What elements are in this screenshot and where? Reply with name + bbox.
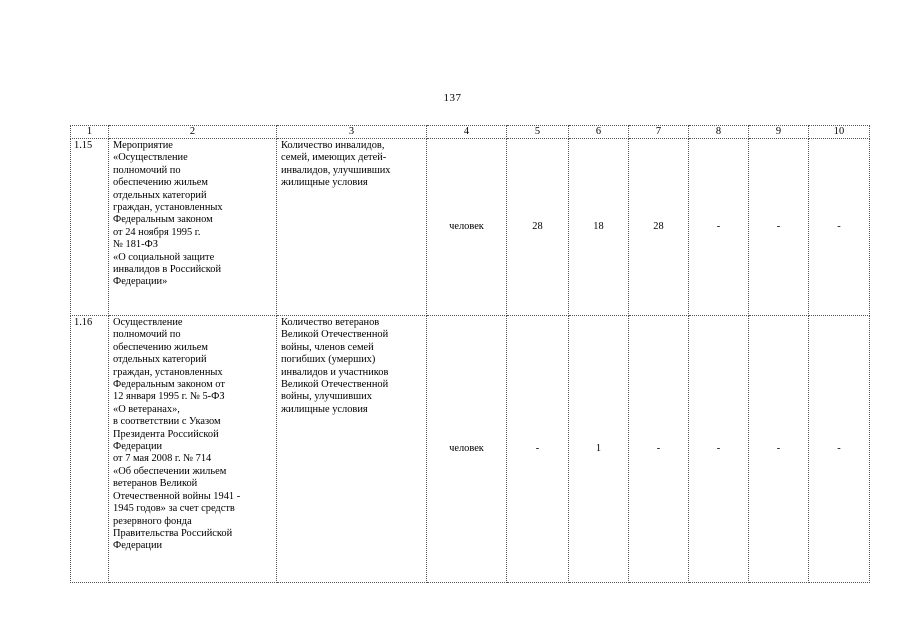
table-row <box>71 316 870 583</box>
event-line: Федеральным законом от <box>113 379 225 391</box>
value-cell: 28 <box>507 139 569 316</box>
indicator-line: жилищные условия <box>281 177 368 189</box>
page-number: 137 <box>443 92 462 104</box>
column-header: 5 <box>507 126 569 139</box>
value-cell: 18 <box>569 139 629 316</box>
value-cell: - <box>749 316 809 583</box>
event-line: Федерации <box>113 441 163 453</box>
unit-cell: человек <box>427 316 507 583</box>
value-cell: - <box>809 316 870 583</box>
indicator-description <box>277 316 427 583</box>
event-line: инвалидов в Российской <box>113 264 222 276</box>
indicator-line: семей, имеющих детей- <box>281 152 387 164</box>
event-line: от 24 ноября 1995 г. <box>113 226 201 238</box>
event-line: «Об обеспечении жильем <box>113 465 227 477</box>
column-header: 6 <box>569 126 629 139</box>
value-cell: - <box>809 139 870 316</box>
event-line: «Осуществление <box>113 152 188 164</box>
value-cell: - <box>749 139 809 316</box>
indicator-line: войны, членов семей <box>281 341 374 353</box>
column-header: 3 <box>277 126 427 139</box>
event-line: полномочий по <box>113 329 181 341</box>
event-line: Отечественной войны 1941 - <box>113 490 241 502</box>
event-line: граждан, установленных <box>113 202 223 214</box>
event-line: от 7 мая 2008 г. № 714 <box>113 453 212 465</box>
indicator-line: инвалидов и участников <box>281 366 389 378</box>
indicator-line: жилищные условия <box>281 403 368 415</box>
event-line: в соответствии с Указом <box>113 416 221 428</box>
row-number: 1.15 <box>71 139 109 316</box>
event-description <box>109 316 277 583</box>
value-cell: - <box>689 316 749 583</box>
event-line: Федерации <box>113 540 163 552</box>
event-line: ветеранов Великой <box>113 478 198 490</box>
value-cell: - <box>507 316 569 583</box>
event-line: Федеральным законом <box>113 214 213 226</box>
event-line: полномочий по <box>113 164 181 176</box>
event-line: Президента Российской <box>113 428 219 440</box>
event-line: Мероприятие <box>113 140 173 151</box>
event-line: Осуществление <box>113 317 183 328</box>
event-line: 12 января 1995 г. № 5-ФЗ <box>113 391 225 403</box>
table-header-row <box>71 126 870 139</box>
indicator-line: Количество ветеранов <box>281 317 380 328</box>
value-cell: - <box>689 139 749 316</box>
column-header: 4 <box>427 126 507 139</box>
value-cell: 28 <box>629 139 689 316</box>
indicator-line: инвалидов, улучшивших <box>281 164 391 176</box>
event-line: отдельных категорий <box>113 354 207 366</box>
event-line: обеспечению жильем <box>113 177 208 189</box>
indicator-line: погибших (умерших) <box>281 354 376 366</box>
event-line: резервного фонда <box>113 515 192 527</box>
event-line: отдельных категорий <box>113 189 207 201</box>
indicator-line: Количество инвалидов, <box>281 140 385 151</box>
indicator-line: Великой Отечественной <box>281 379 389 391</box>
indicator-description <box>277 139 427 316</box>
column-header: 7 <box>629 126 689 139</box>
event-line: Федерации» <box>113 276 168 288</box>
column-header: 10 <box>809 126 870 139</box>
event-line: № 181-ФЗ <box>113 239 158 251</box>
row-number: 1.16 <box>71 316 109 583</box>
data-table <box>70 125 870 583</box>
event-line: 1945 годов» за счет средств <box>113 503 235 515</box>
event-description <box>109 139 277 316</box>
event-line: Правительства Российской <box>113 527 233 539</box>
event-line: обеспечению жильем <box>113 341 208 353</box>
event-line: «О социальной защите <box>113 251 215 263</box>
value-cell: - <box>629 316 689 583</box>
table-row <box>71 139 870 316</box>
column-header: 9 <box>749 126 809 139</box>
event-line: «О ветеранах», <box>113 403 180 415</box>
event-line: граждан, установленных <box>113 366 223 378</box>
indicator-line: Великой Отечественной <box>281 329 389 341</box>
column-header: 1 <box>71 126 109 139</box>
column-header: 2 <box>109 126 277 139</box>
indicator-line: войны, улучшивших <box>281 391 372 403</box>
value-cell: 1 <box>569 316 629 583</box>
column-header: 8 <box>689 126 749 139</box>
unit-cell: человек <box>427 139 507 316</box>
